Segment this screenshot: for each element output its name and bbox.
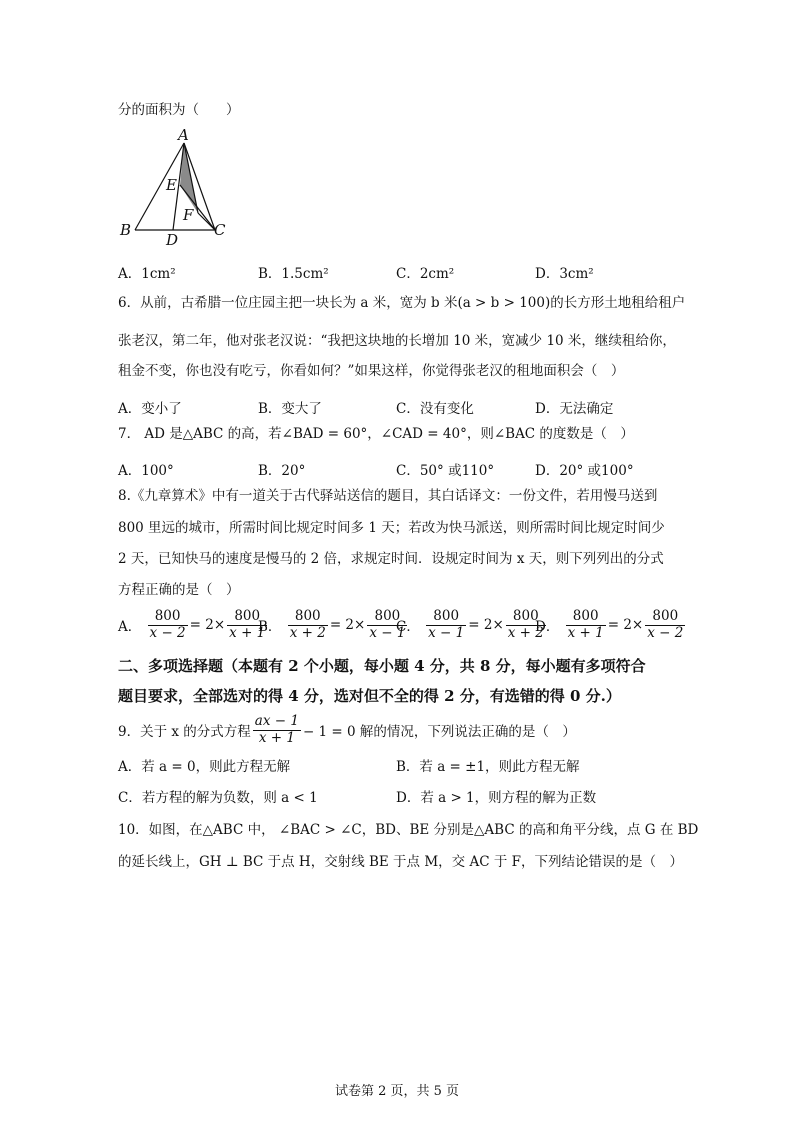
- q6-option-c[interactable]: C．没有变化: [396, 401, 474, 417]
- q9-option-b[interactable]: B．若 a = ±1，则此方程无解: [396, 759, 580, 775]
- q7-option-b[interactable]: B．20°: [258, 463, 306, 479]
- q8-line-3: 2 天，已知快马的速度是慢马的 2 倍，求规定时间．设规定时间为 x 天，则下列列出的分式: [118, 551, 664, 567]
- q8-line-2: 800 里远的城市，所需时间比规定时间多 1 天；若改为快马派送，则所需时间比规定时间少: [118, 520, 665, 536]
- q8-option-d[interactable]: D． $\frac{800}{x + 1}$ = 2× $\frac{800}{x - 2}$: [535, 608, 684, 641]
- fraction: $\frac{800}{x - 2}$: [647, 608, 684, 641]
- q6-line-3: 租金不变，你也没有吃亏，你看如何？”如果这样，你觉得张老汉的租地面积会（ ）: [118, 363, 625, 379]
- q6-line-2: 张老汉，第二年，他对张老汉说：“我把这块地的长增加 10 米，宽减少 10 米，继续租给你，: [118, 333, 676, 349]
- q9-stem: 9．关于 x 的分式方程 $\frac{ax - 1}{x + 1}$ − 1 = 0 解的情况，下列说法正确的是（ ）: [118, 713, 576, 746]
- triangle-figure: [110, 128, 240, 248]
- q6-line-1: 6．从前，古希腊一位庄园主把一块长为 a 米，宽为 b 米(a > b > 100)的长方形土地租给租户: [118, 295, 686, 311]
- fraction: $\frac{800}{x - 2}$: [149, 608, 186, 641]
- label-C: C: [214, 221, 226, 239]
- q5-stem-tail: 分的面积为（ ）: [118, 102, 240, 118]
- fraction: $\frac{800}{x + 2}$: [289, 608, 326, 641]
- q9-option-d[interactable]: D．若 a > 1，则方程的解为正数: [396, 790, 597, 806]
- fraction: $\frac{ax - 1}{x + 1}$: [254, 713, 299, 746]
- q7-line-1: 7． AD 是△ABC 的高，若∠BAD = 60°，∠CAD = 40°，则∠BAC 的度数是（ ）: [118, 426, 634, 442]
- q5-option-a[interactable]: A．1cm²: [118, 266, 176, 282]
- label-D: D: [166, 231, 179, 248]
- q10-line-1: 10．如图，在△ABC 中， ∠BAC > ∠C，BD、BE 分别是△ABC 的高和角平分线，点 G 在 BD: [118, 822, 699, 838]
- q5-option-b[interactable]: B．1.5cm²: [258, 266, 329, 282]
- page-footer: 试卷第 2 页，共 5 页: [334, 1084, 460, 1099]
- section-2-heading-line-1: 二、多项选择题（本题有 2 个小题，每小题 4 分，共 8 分，每小题有多项符合: [118, 657, 646, 675]
- fraction: $\frac{800}{x - 1}$: [369, 608, 406, 641]
- fraction: $\frac{800}{x - 1}$: [428, 608, 465, 641]
- q8-option-a[interactable]: A． $\frac{800}{x - 2}$ = 2× $\frac{800}{x + 1}$: [118, 608, 266, 641]
- q6-option-a[interactable]: A．变小了: [118, 401, 182, 417]
- q5-option-c[interactable]: C．2cm²: [396, 266, 455, 282]
- q9-option-a[interactable]: A．若 a = 0，则此方程无解: [118, 759, 291, 775]
- label-E: E: [166, 176, 177, 194]
- q8-line-1: 8.《九章算术》中有一道关于古代驿站送信的题目，其白话译文：一份文件，若用慢马送到: [118, 488, 658, 504]
- q5-option-d[interactable]: D．3cm²: [535, 266, 594, 282]
- q8-line-4: 方程正确的是（ ）: [118, 582, 240, 598]
- label-A: A: [178, 128, 189, 144]
- label-B: B: [120, 221, 132, 239]
- fraction: $\frac{800}{x + 1}$: [229, 608, 266, 641]
- q9-option-c[interactable]: C．若方程的解为负数，则 a < 1: [118, 790, 318, 806]
- q7-option-a[interactable]: A．100°: [118, 463, 174, 479]
- label-F: F: [183, 206, 194, 224]
- q8-option-b[interactable]: B． $\frac{800}{x + 2}$ = 2× $\frac{800}{x - 1}$: [258, 608, 406, 641]
- q6-option-d[interactable]: D．无法确定: [535, 401, 614, 417]
- section-2-heading-line-2: 题目要求，全部选对的得 4 分，选对但不全的得 2 分，有选错的得 0 分.）: [118, 687, 621, 705]
- q10-line-2: 的延长线上，GH ⊥ BC 于点 H，交射线 BE 于点 M，交 AC 于 F，下列结论错误的是（ ）: [118, 854, 683, 870]
- q7-option-c[interactable]: C．50° 或110°: [396, 463, 495, 479]
- q8-option-c[interactable]: C． $\frac{800}{x - 1}$ = 2× $\frac{800}{x + 2}$: [396, 608, 544, 641]
- q6-option-b[interactable]: B．变大了: [258, 401, 322, 417]
- fraction: $\frac{800}{x + 1}$: [567, 608, 604, 641]
- fraction: $\frac{800}{x + 2}$: [507, 608, 544, 641]
- q7-option-d[interactable]: D．20° 或100°: [535, 463, 634, 479]
